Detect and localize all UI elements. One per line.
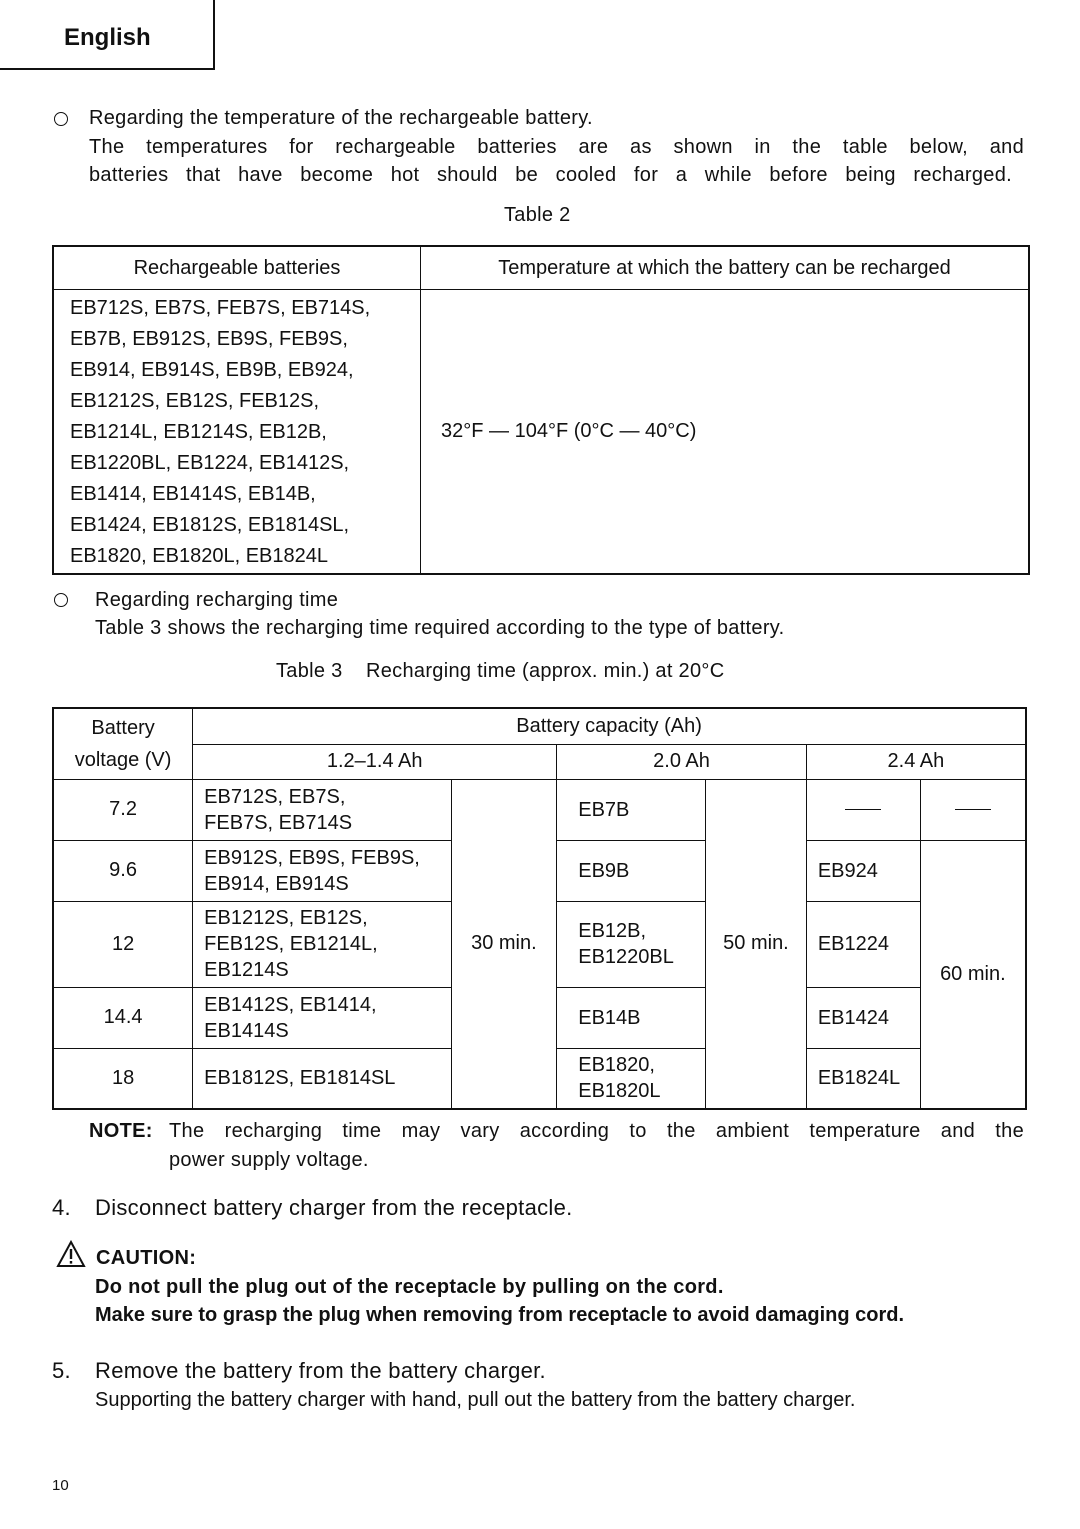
battery-cell: EB9B <box>557 840 706 901</box>
battery-line: EB1220BL <box>578 946 674 968</box>
empty-cell <box>920 779 1026 840</box>
voltage-cell: 9.6 <box>53 840 193 901</box>
temp-heading: Regarding the temperature of the rechargeable battery. <box>89 107 593 129</box>
battery-cell: EB7B <box>557 779 706 840</box>
voltage-header-line-2: voltage (V) <box>74 748 172 771</box>
battery-cell <box>557 901 706 987</box>
language-tab <box>0 0 215 70</box>
battery-line: FEB12S, EB1214L, <box>204 933 378 955</box>
battery-line: EB712S, EB7S, <box>204 785 346 808</box>
time-cell-2: 50 min. <box>706 779 807 1109</box>
table2-batteries-cell <box>53 290 421 574</box>
battery-line: EB7B, EB912S, EB9S, FEB9S, <box>70 328 348 350</box>
battery-line: EB1414, EB1414S, EB14B, <box>70 483 316 505</box>
voltage-cell: 7.2 <box>53 779 193 840</box>
battery-line: EB1220BL, EB1224, EB1412S, <box>70 452 350 474</box>
table2-col1-header: Rechargeable batteries <box>53 246 421 290</box>
battery-cell <box>193 901 451 987</box>
bullet-circle-icon <box>54 593 68 607</box>
capacity-header: Battery capacity (Ah) <box>193 708 1026 744</box>
table2-body-row <box>53 290 1029 574</box>
table3-caption: Table 3 Recharging time (approx. min.) at 20°C <box>276 660 725 682</box>
time-cell-1: 30 min. <box>451 779 557 1109</box>
battery-line: EB914, EB914S <box>204 872 349 895</box>
voltage-header <box>53 708 193 779</box>
battery-line: EB1820, <box>578 1054 655 1077</box>
time-heading: Regarding recharging time <box>95 589 339 611</box>
temp-line-2: batteries that have become hot should be cooled for a while before being recharged. <box>89 164 1012 186</box>
caution-line-1: Do not pull the plug out of the receptacle by pulling on the cord. <box>95 1276 724 1298</box>
battery-line: EB1820, EB1820L, EB1824L <box>70 545 328 567</box>
caution-line-2: Make sure to grasp the plug when removing from receptacle to avoid damaging cord. <box>95 1304 905 1326</box>
battery-line: EB1212S, EB12S, <box>204 907 368 929</box>
step5-detail: Supporting the battery charger with hand, pull out the battery from the battery charger. <box>95 1389 856 1411</box>
voltage-cell: 18 <box>53 1048 193 1109</box>
capacity-2: 2.0 Ah <box>557 744 807 779</box>
temp-line-1: The temperatures for rechargeable batteries are as shown in the table below, and <box>89 136 1024 158</box>
table2-header-row <box>53 246 1029 290</box>
battery-line: EB1820L <box>578 1080 661 1103</box>
battery-cell: EB14B <box>557 987 706 1048</box>
step4-number: 4. <box>52 1195 71 1220</box>
table-3 <box>52 707 1027 1110</box>
step5-number: 5. <box>52 1358 71 1383</box>
page-number: 10 <box>52 1477 69 1494</box>
dash-mark <box>845 809 881 810</box>
battery-line: EB1424, EB1812S, EB1814SL, <box>70 514 350 536</box>
caution-label: CAUTION: <box>96 1247 197 1269</box>
battery-line: EB1412S, EB1414, <box>204 993 377 1016</box>
step4-text: Disconnect battery charger from the receptacle. <box>95 1195 573 1220</box>
note-line-1: The recharging time may vary according to the ambient temperature and the <box>169 1120 1024 1142</box>
table3-header-row-1 <box>53 708 1026 744</box>
step5-text: Remove the battery from the battery charger. <box>95 1358 546 1383</box>
battery-line: EB1414S <box>204 1019 289 1042</box>
battery-cell <box>557 1048 706 1109</box>
warning-triangle-icon <box>56 1240 86 1268</box>
table2-col2-header: Temperature at which the battery can be recharged <box>421 246 1030 290</box>
empty-cell <box>806 779 920 840</box>
note-line-2: power supply voltage. <box>169 1149 369 1171</box>
capacity-3: 2.4 Ah <box>806 744 1026 779</box>
battery-line: EB914, EB914S, EB9B, EB924, <box>70 359 354 381</box>
bullet-circle-icon <box>54 112 68 126</box>
table2-caption: Table 2 <box>504 204 571 226</box>
note-label: NOTE: <box>89 1120 153 1142</box>
time-cell-3: 60 min. <box>920 840 1026 1109</box>
voltage-cell: 12 <box>53 901 193 987</box>
time-line-1: Table 3 shows the recharging time required according to the type of battery. <box>95 617 785 639</box>
table-2 <box>52 245 1030 575</box>
voltage-cell: 14.4 <box>53 987 193 1048</box>
voltage-header-line-1: Battery <box>91 716 155 739</box>
table-row <box>53 779 1026 840</box>
dash-mark <box>955 809 991 810</box>
table2-temperature-cell: 32°F — 104°F (0°C — 40°C) <box>421 290 1030 574</box>
battery-line: EB1214S <box>204 959 289 981</box>
battery-cell: EB1224 <box>806 901 920 987</box>
battery-line: EB1214L, EB1214S, EB12B, <box>70 421 327 443</box>
battery-cell <box>193 840 451 901</box>
language-label: English <box>64 24 151 51</box>
battery-line: EB12B, <box>578 920 647 942</box>
battery-line: FEB7S, EB714S <box>204 811 353 834</box>
battery-cell: EB1824L <box>806 1048 920 1109</box>
battery-cell: EB924 <box>806 840 920 901</box>
table3-header-row-2 <box>53 744 1026 779</box>
capacity-1: 1.2–1.4 Ah <box>193 744 557 779</box>
battery-cell: EB1812S, EB1814SL <box>193 1048 451 1109</box>
battery-cell <box>193 987 451 1048</box>
battery-cell <box>193 779 451 840</box>
battery-line: EB712S, EB7S, FEB7S, EB714S, <box>70 297 371 319</box>
battery-line: EB912S, EB9S, FEB9S, <box>204 846 420 869</box>
battery-line: EB1212S, EB12S, FEB12S, <box>70 390 320 412</box>
battery-cell: EB1424 <box>806 987 920 1048</box>
